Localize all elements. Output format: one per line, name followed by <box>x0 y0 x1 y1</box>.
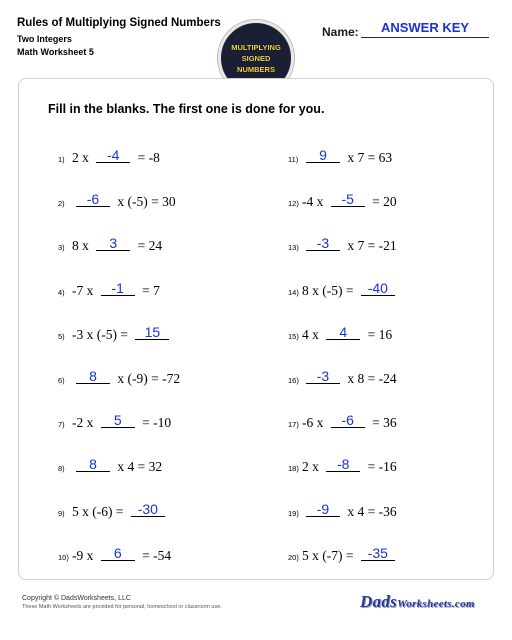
problem-14 <box>288 279 399 299</box>
problem-number: 7) <box>58 420 65 430</box>
problem-number: 4) <box>58 287 65 297</box>
answer-blank[interactable]: -8 <box>326 457 360 472</box>
problem-text-after: = 7 <box>138 282 160 298</box>
problem-text-before: -9 x <box>72 547 97 563</box>
answer-blank[interactable]: 15 <box>135 325 169 340</box>
problem-18 <box>288 456 397 475</box>
answer-blank[interactable]: 3 <box>96 236 130 251</box>
problem-6 <box>58 368 181 387</box>
problem-number: 14) <box>288 287 299 297</box>
name-label: Name: <box>322 25 359 39</box>
answer-blank[interactable]: -6 <box>76 192 110 207</box>
problem-text-after: = 24 <box>134 238 163 254</box>
problem-12 <box>288 191 397 210</box>
problem-number: 9) <box>58 508 65 518</box>
problem-11 <box>288 147 393 166</box>
problem-text-before: -2 x <box>72 415 97 431</box>
site-logo <box>360 592 475 612</box>
problem-text-after: x 7 = 63 <box>344 150 393 165</box>
problem-number: 16) <box>288 376 299 385</box>
problem-text-before: -7 x <box>72 282 97 298</box>
problem-2 <box>58 191 176 210</box>
problem-text-before: 8 x (-5) = <box>302 282 357 298</box>
problem-number: 20) <box>288 552 299 562</box>
problem-number: 3) <box>58 243 65 253</box>
problem-number: 1) <box>58 155 65 164</box>
problem-10 <box>58 544 172 564</box>
instructions: Fill in the blanks. The first one is done for you. <box>48 102 325 116</box>
answer-blank[interactable]: -9 <box>306 502 340 517</box>
problem-16 <box>288 368 397 387</box>
answer-blank[interactable]: 9 <box>306 148 340 163</box>
answer-blank[interactable]: -35 <box>361 546 395 561</box>
problem-3 <box>58 235 163 254</box>
problem-number: 2) <box>58 199 65 209</box>
problem-19 <box>288 500 397 520</box>
problem-number: 18) <box>288 464 299 474</box>
problem-number: 19) <box>288 508 299 518</box>
problem-text-after: x 7 = -21 <box>344 238 397 254</box>
problem-number: 15) <box>288 331 299 341</box>
problem-text-after: x 8 = -24 <box>344 371 397 386</box>
answer-blank[interactable]: -3 <box>306 236 340 251</box>
problem-9 <box>58 500 169 520</box>
worksheet-subtitle: Two Integers <box>17 34 72 44</box>
problem-text-before: -3 x (-5) = <box>72 326 132 342</box>
problem-1 <box>58 147 160 166</box>
problem-text-before: 8 x <box>72 238 93 254</box>
problem-13 <box>288 235 397 254</box>
answer-blank[interactable]: -3 <box>306 369 340 384</box>
problem-number: 13) <box>288 243 299 253</box>
problem-text-before: 5 x (-7) = <box>302 547 357 563</box>
problem-text-before: 2 x <box>302 459 323 475</box>
problem-text-after: x (-9) = -72 <box>114 371 181 386</box>
answer-blank[interactable]: 8 <box>76 457 110 472</box>
logo-main: Dads <box>360 592 398 611</box>
problem-text-before: 2 x <box>72 150 93 165</box>
problem-number: 8) <box>58 464 65 474</box>
name-field: ANSWER KEY <box>361 20 489 38</box>
worksheet-number: Math Worksheet 5 <box>17 47 94 57</box>
answer-blank[interactable]: 5 <box>101 413 135 428</box>
answer-blank[interactable]: -40 <box>361 281 395 296</box>
problem-number: 11) <box>288 155 299 164</box>
problem-text-after: x 4 = 32 <box>114 459 163 475</box>
problem-20 <box>288 544 399 564</box>
problem-number: 17) <box>288 420 299 430</box>
answer-blank[interactable]: -30 <box>131 502 165 517</box>
problem-text-after: x 4 = -36 <box>344 503 397 519</box>
problem-text-after: = -10 <box>138 415 172 431</box>
worksheet-title: Rules of Multiplying Signed Numbers <box>17 17 221 29</box>
problem-7 <box>58 412 172 431</box>
problem-text-after: = 20 <box>368 194 397 210</box>
answer-blank[interactable]: -6 <box>331 413 365 428</box>
answer-blank[interactable]: 8 <box>76 369 110 384</box>
problem-text-before: 5 x (-6) = <box>72 503 127 519</box>
problem-text-after: = 36 <box>368 415 397 431</box>
problem-number: 6) <box>58 376 65 385</box>
problem-text-after: = -16 <box>364 459 397 475</box>
problem-5 <box>58 323 173 343</box>
problem-text-after: = -8 <box>134 150 160 165</box>
problem-text-after: = 16 <box>364 326 393 342</box>
answer-blank[interactable]: 4 <box>326 325 360 340</box>
usage-note: These Math Worksheets are provided for personal, homeschool or classroom use. <box>22 604 222 610</box>
problem-4 <box>58 279 160 299</box>
problem-number: 5) <box>58 331 65 341</box>
problem-number: 12) <box>288 199 299 209</box>
problem-8 <box>58 456 163 475</box>
problem-15 <box>288 323 393 343</box>
answer-blank[interactable]: -1 <box>101 281 135 296</box>
logo-rest: Worksheets.com <box>397 598 475 610</box>
problem-text-after: = -54 <box>138 547 172 563</box>
problem-text-before: -6 x <box>302 415 327 431</box>
answer-blank[interactable]: -5 <box>331 192 365 207</box>
answer-blank[interactable]: -4 <box>96 148 130 163</box>
problem-number: 10) <box>58 552 69 562</box>
copyright: Copyright © DadsWorksheets, LLC <box>22 595 131 602</box>
answer-blank[interactable]: 6 <box>101 546 135 561</box>
problem-17 <box>288 412 397 431</box>
badge-text: MULTIPLYING SIGNED NUMBERS <box>231 42 281 74</box>
problem-text-after: x (-5) = 30 <box>114 194 176 210</box>
problem-text-before: 4 x <box>302 326 323 342</box>
problem-text-before: -4 x <box>302 194 327 210</box>
